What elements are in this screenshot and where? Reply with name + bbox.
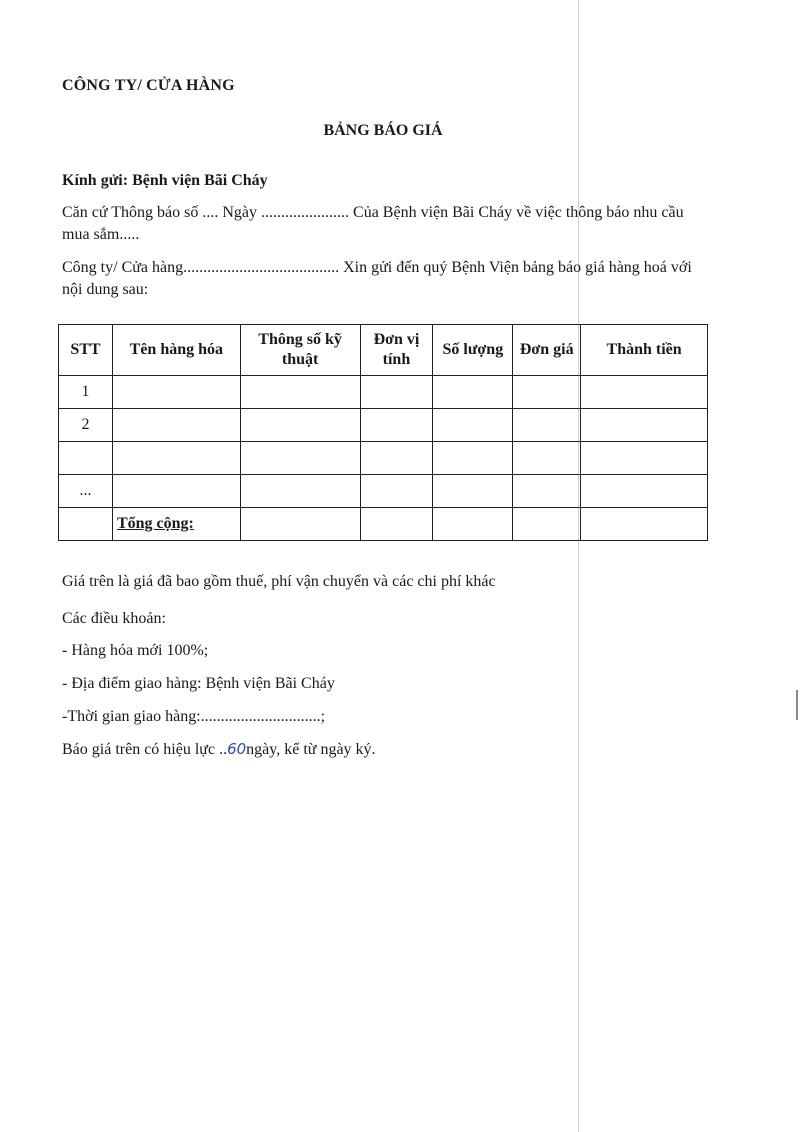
intro-paragraph-2: Công ty/ Cửa hàng....................................... Xin gửi đến quý Bệnh Viện bảng báo giá hàng hoá với nội dung sau:	[62, 259, 692, 298]
cell-amount	[581, 376, 708, 409]
header-specification: Thông số kỹ thuật	[240, 325, 360, 376]
cell-product-name	[112, 376, 240, 409]
cell-specification	[240, 508, 360, 541]
quotation-table	[58, 324, 708, 541]
intro-paragraph-1: Căn cứ Thông báo số .... Ngày ...................... Của Bệnh viện Bãi Cháy về việc thông báo nhu cầu mua sắm.....	[62, 204, 684, 243]
cell-unit-price	[513, 442, 581, 475]
validity-prefix: Báo giá trên có hiệu lực ..	[62, 741, 228, 758]
cell-unit	[360, 442, 433, 475]
term-delivery-time: -Thời gian giao hàng:..............................;	[62, 708, 326, 725]
cell-amount	[581, 475, 708, 508]
cell-unit	[360, 409, 433, 442]
cell-stt	[59, 508, 113, 541]
cell-stt: ...	[59, 475, 113, 508]
cell-unit-price	[513, 376, 581, 409]
table-row	[59, 442, 708, 475]
validity-days-handwritten: 60	[227, 740, 247, 758]
company-heading: CÔNG TY/ CỬA HÀNG	[62, 77, 235, 94]
validity-line	[62, 740, 376, 759]
cell-amount	[581, 409, 708, 442]
scan-artifact-mark	[796, 690, 798, 720]
cell-specification	[240, 475, 360, 508]
cell-specification	[240, 442, 360, 475]
document-title: BẢNG BÁO GIÁ	[323, 122, 443, 139]
cell-quantity	[433, 409, 513, 442]
cell-amount	[581, 442, 708, 475]
cell-stt: 1	[59, 376, 113, 409]
header-unit: Đơn vị tính	[360, 325, 433, 376]
header-product-name: Tên hàng hóa	[112, 325, 240, 376]
term-delivery-location: - Địa điểm giao hàng: Bệnh viện Bãi Cháy	[62, 675, 335, 692]
header-amount: Thành tiền	[581, 325, 708, 376]
terms-heading: Các điều khoản:	[62, 610, 166, 627]
cell-quantity	[433, 508, 513, 541]
cell-stt	[59, 442, 113, 475]
table-row	[59, 409, 708, 442]
header-unit-price: Đơn giá	[513, 325, 581, 376]
header-stt: STT	[59, 325, 113, 376]
table-row	[59, 376, 708, 409]
cell-unit	[360, 475, 433, 508]
cell-product-name	[112, 475, 240, 508]
cell-quantity	[433, 475, 513, 508]
table-total-row	[59, 508, 708, 541]
cell-unit-price	[513, 475, 581, 508]
cell-unit	[360, 508, 433, 541]
term-new-goods: - Hàng hóa mới 100%;	[62, 642, 209, 659]
cell-quantity	[433, 442, 513, 475]
header-quantity: Số lượng	[433, 325, 513, 376]
price-note: Giá trên là giá đã bao gồm thuế, phí vận chuyển và các chi phí khác	[62, 573, 496, 590]
cell-amount	[581, 508, 708, 541]
recipient-line: Kính gửi: Bệnh viện Bãi Cháy	[62, 172, 268, 189]
cell-product-name	[112, 409, 240, 442]
table-header-row	[59, 325, 708, 376]
cell-product-name	[112, 442, 240, 475]
cell-unit-price	[513, 508, 581, 541]
scan-artifact-line	[578, 0, 579, 1132]
table-row	[59, 475, 708, 508]
validity-suffix: ngày, kể từ ngày ký.	[246, 741, 376, 758]
total-label: Tổng cộng:	[112, 508, 240, 541]
cell-specification	[240, 376, 360, 409]
cell-unit	[360, 376, 433, 409]
cell-specification	[240, 409, 360, 442]
cell-unit-price	[513, 409, 581, 442]
cell-stt: 2	[59, 409, 113, 442]
cell-quantity	[433, 376, 513, 409]
